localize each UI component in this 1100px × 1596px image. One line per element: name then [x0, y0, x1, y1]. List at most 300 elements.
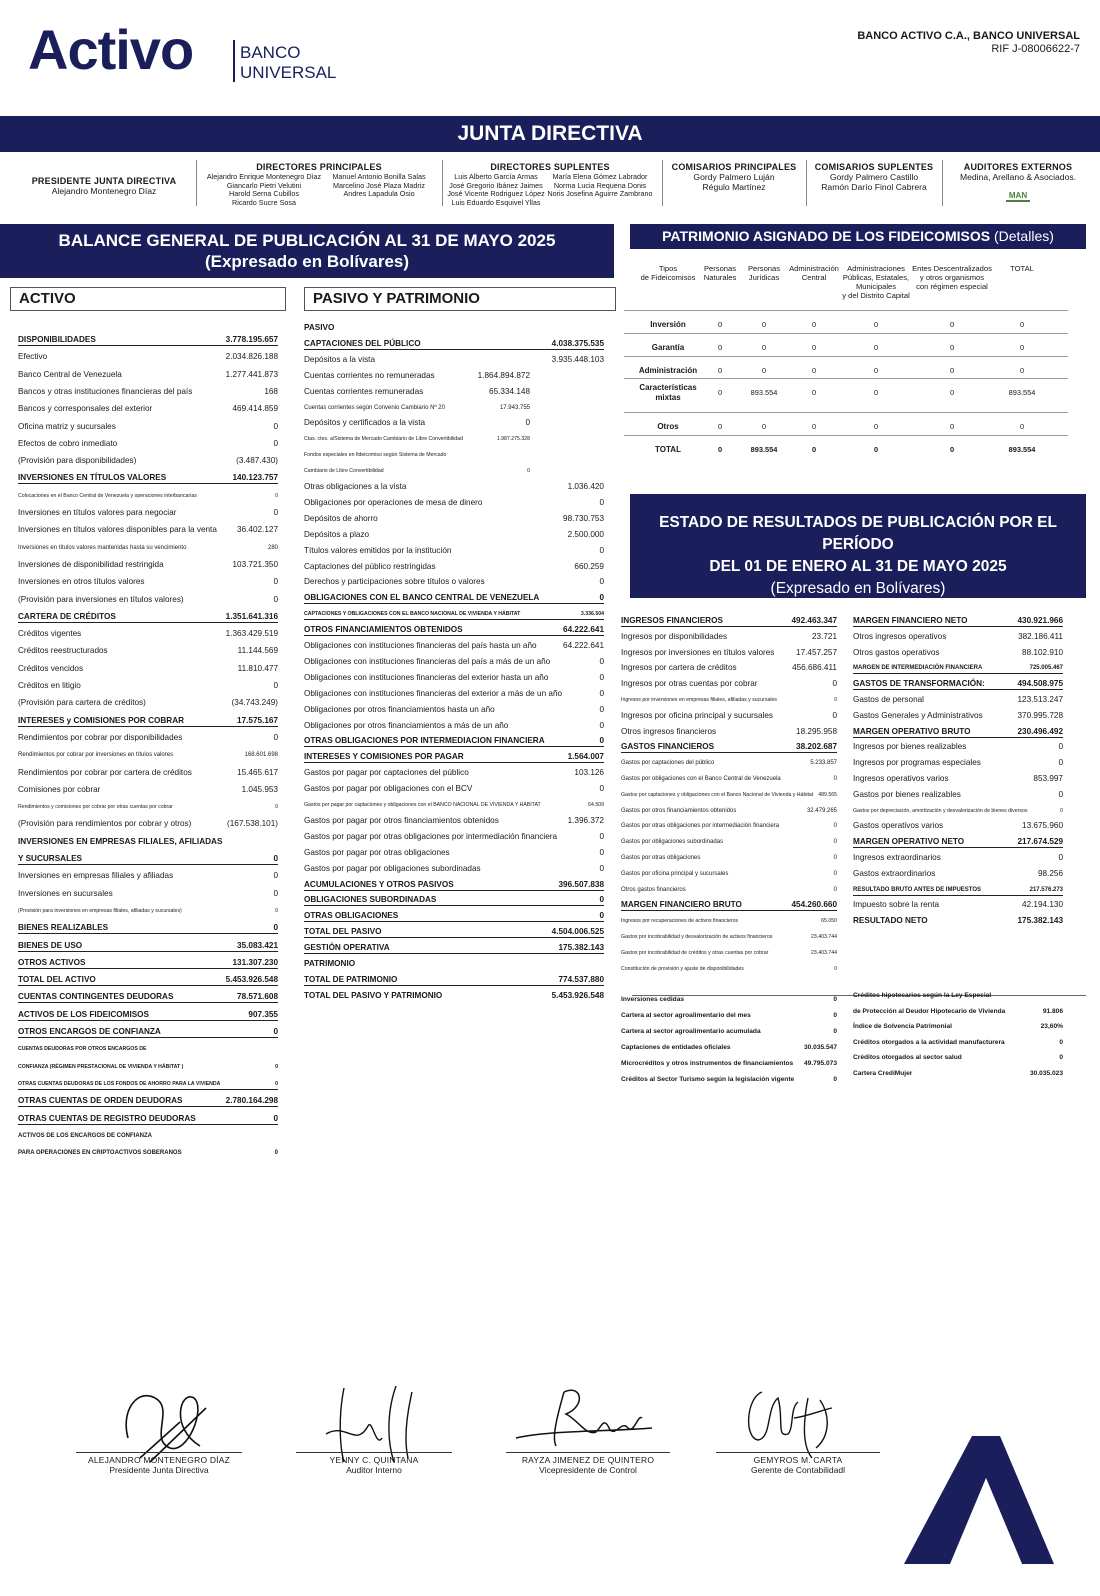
- line-item-label: Bancos y otras instituciones financieras del país: [18, 386, 193, 396]
- line-item: [853, 899, 1063, 911]
- fideicomiso-cell: 0: [811, 388, 817, 397]
- comisario-suplente-2: Ramón Darío Finol Cabrera: [821, 182, 927, 192]
- line-item: [18, 801, 278, 813]
- line-item-label: CUENTAS CONTINGENTES DEUDORAS: [18, 992, 174, 1002]
- line-item-label: Ingresos por inversiones en títulos valores: [621, 647, 775, 657]
- line-item-value: (3.487.430): [236, 456, 278, 466]
- line-item: [621, 615, 837, 627]
- fideicomiso-cell: 0: [949, 422, 955, 431]
- fideicomiso-cell: 0: [949, 366, 955, 375]
- line-item-label: Obligaciones con instituciones financieras del país hasta un año: [304, 641, 537, 650]
- column-header-line: Naturales: [703, 273, 737, 282]
- line-item-label: GASTOS DE TRANSFORMACIÓN:: [853, 679, 985, 689]
- presidente-name: Alejandro Montenegro Díaz: [51, 186, 157, 196]
- line-item-label: Créditos hipotecarios según la Ley Especial: [853, 992, 992, 999]
- line-item-value: 0: [833, 855, 837, 861]
- line-item: [304, 735, 604, 747]
- line-item-label: Créditos al Sector Turismo según la legislación vigente: [621, 1076, 795, 1083]
- director-suplente-name: Noris Josefina Aguirre Zambrano: [547, 189, 653, 198]
- line-item-label: Obligaciones con instituciones financieras del exterior hasta un año: [304, 672, 549, 682]
- line-item: [621, 757, 837, 769]
- line-item-value: 1.045.953: [241, 784, 278, 794]
- line-item-label: GASTOS FINANCIEROS: [621, 742, 715, 752]
- fideicomiso-cell: 0: [717, 445, 723, 454]
- logo-sub-banco: BANCO: [240, 43, 301, 62]
- line-item: [853, 631, 1063, 643]
- line-item-label: Obligaciones con instituciones financieras del exterior a más de un año: [304, 688, 563, 698]
- line-item-label: INTERESES Y COMISIONES POR PAGAR: [304, 752, 464, 762]
- line-item-value: 42.194.130: [1022, 900, 1063, 910]
- line-item-subvalue: 0: [525, 418, 530, 428]
- line-item-value: 456.686.411: [792, 663, 837, 673]
- line-item-label: Colocaciones en el Banco Central de Venezuela y operaciones interbancarias: [18, 492, 197, 499]
- line-item-label: Inversiones cedidas: [621, 996, 685, 1003]
- line-item-value: 0: [275, 1063, 278, 1070]
- line-item: [304, 354, 604, 366]
- line-item-label: Microcréditos y otros instrumentos de financiamientos: [621, 1060, 794, 1067]
- line-item: [853, 726, 1063, 738]
- line-item-value: 3.935.448.103: [551, 354, 604, 364]
- line-item-value: 0: [1058, 758, 1063, 768]
- line-item-label: CAPTACIONES DEL PÚBLICO: [304, 338, 421, 348]
- signature-block-3: [506, 1452, 670, 1475]
- fideicomiso-cell: 893.554: [1008, 445, 1036, 454]
- line-item-value: 0: [273, 438, 278, 448]
- line-item-value: 0: [275, 907, 278, 914]
- line-item: [621, 899, 837, 911]
- fideicomiso-cell: 0: [717, 366, 723, 375]
- divider: [442, 160, 443, 206]
- logo-divider: [233, 40, 235, 82]
- line-item-label: Créditos otorgados a la actividad manufacturera: [853, 1038, 1005, 1046]
- activo-title: ACTIVO: [10, 287, 286, 311]
- line-item: [18, 905, 278, 917]
- line-item-value: 175.382.143: [1017, 916, 1063, 926]
- signer-name: YENNY C. QUINTANA: [329, 1455, 419, 1465]
- line-item-label: Gastos por oficina principal y sucursales: [621, 870, 729, 877]
- line-item-value: 0: [599, 736, 604, 746]
- line-item-label: Inversiones en empresas filiales y afiliadas: [18, 871, 174, 881]
- fideicomiso-cell: 0: [761, 422, 767, 431]
- director-principal-name: Alejandro Enrique Montenegro Díaz: [206, 172, 322, 181]
- line-item: [18, 836, 278, 848]
- fideicomiso-cell: 0: [949, 320, 955, 329]
- line-item-value: 64.222.641: [563, 641, 604, 650]
- comisarios-principales-title: COMISARIOS PRINCIPALES: [671, 162, 797, 172]
- line-item: [621, 1026, 837, 1038]
- line-item: [304, 990, 604, 1002]
- line-item: [621, 678, 837, 690]
- line-item-value: 64.222.641: [563, 625, 604, 635]
- signature-block-4: [716, 1452, 880, 1475]
- line-item-label: TOTAL DEL ACTIVO: [18, 975, 96, 985]
- line-item: [304, 847, 604, 859]
- line-item: [18, 334, 278, 346]
- line-item: [18, 940, 278, 952]
- line-item: [621, 741, 837, 753]
- fideicomisos-column-header: [978, 264, 1066, 273]
- fideicomiso-cell: 0: [811, 343, 817, 352]
- fideicomiso-cell: 0: [873, 422, 879, 431]
- line-item: [304, 688, 604, 700]
- line-item-value: 0: [275, 804, 278, 811]
- line-item: [853, 852, 1063, 864]
- line-item-value: 0: [1060, 807, 1063, 814]
- line-item-value: 1.351.641.316: [225, 611, 278, 621]
- line-item-label: OTRAS CUENTAS DE ORDEN DEUDORAS: [18, 1096, 183, 1106]
- line-item: [304, 942, 604, 954]
- line-item-value: 0: [273, 871, 278, 881]
- line-item: [853, 710, 1063, 722]
- fideicomiso-cell: 0: [1019, 320, 1025, 329]
- line-item: [18, 853, 278, 865]
- resultados-period: DEL 01 DE ENERO AL 31 DE MAYO 2025: [709, 558, 1007, 575]
- line-item: [304, 592, 604, 604]
- line-item-label: CONFIANZA (RÉGIMEN PRESTACIONAL DE VIVIENDA Y HÁBITAT ): [18, 1063, 184, 1070]
- line-item: [853, 773, 1063, 785]
- line-item-value: 168: [264, 386, 278, 396]
- fideicomiso-cell: 0: [717, 343, 723, 352]
- row-label-line: Inversión: [650, 320, 686, 329]
- line-item: [18, 369, 278, 381]
- principales-col1: [204, 173, 324, 207]
- line-item-label: Gastos por obligaciones subordinadas: [621, 839, 724, 846]
- line-item-value: 0: [1059, 1054, 1063, 1061]
- line-item-value: 0: [599, 863, 604, 873]
- line-item-value: 0: [833, 776, 837, 782]
- line-item-label: Créditos en litigio: [18, 681, 81, 690]
- line-item-label: Ingresos por inversiones en empresas filiales, afiliadas y sucursales: [621, 697, 777, 703]
- line-item-label: Índice de Solvencia Patrimonial: [853, 1023, 952, 1030]
- line-item-value: 11.144.569: [237, 646, 278, 656]
- line-item-value: 0: [599, 784, 604, 794]
- line-item-value: 0: [273, 594, 278, 604]
- line-item-value: 217.576.273: [1029, 886, 1063, 893]
- line-item-subvalue: 17.943.755: [499, 404, 530, 411]
- line-item: [18, 991, 278, 1003]
- line-item-label: Otros ingresos financieros: [621, 726, 717, 736]
- line-item-value: 0: [1058, 853, 1063, 862]
- line-item-label: RESULTADO NETO: [853, 916, 928, 926]
- line-item-label: Impuesto sobre la renta: [853, 900, 940, 910]
- table-rule: [624, 356, 1068, 357]
- line-item-label: OBLIGACIONES SUBORDINADAS: [304, 895, 437, 905]
- principales-block: [204, 162, 434, 207]
- suplentes-col1: [446, 173, 546, 207]
- fideicomiso-cell: 0: [873, 445, 879, 454]
- line-item: [304, 513, 604, 525]
- line-item-label: Derechos y participaciones sobre títulos o valores: [304, 577, 485, 587]
- line-item: [304, 608, 604, 620]
- director-principal-name: Andres Lapadula Osio: [343, 189, 415, 198]
- line-item-label: Cuentas corrientes remuneradas: [304, 386, 424, 396]
- comisario-principal-2: Régulo Martínez: [702, 182, 766, 192]
- line-item-value: 454.260.660: [791, 900, 837, 910]
- table-rule: [624, 378, 1068, 379]
- line-item-label: Obligaciones por operaciones de mesa de dinero: [304, 497, 483, 507]
- line-item: [18, 576, 278, 588]
- line-item-value: 660.259: [574, 561, 604, 571]
- director-suplente-name: José Gregorio Ibánez Jaimes: [449, 180, 543, 190]
- line-item: [18, 784, 278, 796]
- line-item-value: 0: [833, 996, 837, 1003]
- line-item: [853, 757, 1063, 769]
- line-item: [304, 767, 604, 779]
- resultados-title-box: [630, 494, 1086, 598]
- fideicomiso-cell: 0: [873, 366, 879, 375]
- line-item: [304, 497, 604, 509]
- line-item-value: 1.363.429.519: [225, 629, 278, 639]
- line-item-label: Créditos vencidos: [18, 663, 84, 673]
- line-item: [304, 481, 604, 493]
- divider: [662, 160, 663, 206]
- line-item: [304, 624, 604, 636]
- presidente-block: [20, 176, 188, 196]
- fideicomiso-cell: 0: [949, 388, 955, 397]
- line-item-value: 396.507.838: [558, 879, 604, 889]
- line-item-label: Depósitos a plazo: [304, 529, 370, 539]
- line-item-value: 0: [599, 593, 604, 603]
- logo-a-mark-icon: [904, 1432, 1054, 1572]
- column-header-line: de Fideicomisos: [640, 273, 696, 282]
- line-item-label: Comisiones por cobrar: [18, 784, 101, 794]
- line-item-value: 0: [1058, 742, 1063, 752]
- fideicomiso-cell: 893.554: [750, 445, 778, 454]
- line-item: [18, 767, 278, 779]
- fideicomiso-cell: 893.554: [750, 388, 778, 397]
- line-item-value: 78.571.608: [237, 992, 278, 1002]
- line-item: [18, 1043, 278, 1055]
- pasivo-title: PASIVO Y PATRIMONIO: [304, 287, 616, 311]
- auditores-title: AUDITORES EXTERNOS: [963, 162, 1073, 172]
- line-item-label: Ingresos por disponibilidades: [621, 631, 728, 641]
- signature-jimenez: [512, 1380, 662, 1460]
- line-item-value: 98.256: [1037, 868, 1063, 878]
- auditores-name: Medina, Arellano & Asociados.: [959, 172, 1077, 182]
- line-item: [304, 720, 604, 732]
- fideicomiso-cell: 0: [761, 343, 767, 352]
- line-item-value: 430.921.966: [1017, 616, 1063, 625]
- line-item-value: 15.465.617: [237, 767, 278, 777]
- line-item: [853, 1052, 1063, 1064]
- line-item: [18, 1095, 278, 1107]
- column-header-line: Administraciones: [847, 264, 905, 273]
- line-item-value: 2.034.826.188: [225, 352, 278, 362]
- line-item-label: (Provisión para disponibilidades): [18, 456, 137, 466]
- line-item-value: 0: [273, 577, 278, 587]
- line-item-label: PATRIMONIO: [304, 959, 356, 968]
- line-item: [18, 403, 278, 415]
- director-principal-name: Marcelino José Plaza Madriz: [333, 180, 425, 190]
- line-item-label: Captaciones de entidades oficiales: [621, 1044, 731, 1051]
- row-label-line: mixtas: [655, 393, 681, 402]
- line-item: [304, 402, 604, 414]
- line-item-label: INTERESES y COMISIONES POR COBRAR: [18, 715, 185, 725]
- fideicomiso-cell: 0: [873, 320, 879, 329]
- fideicomiso-cell: 0: [811, 422, 817, 431]
- line-item-label: Gastos por incobrabilidad y desvalorización de activos financieros: [621, 934, 773, 940]
- line-item-value: 0: [833, 1028, 837, 1035]
- line-item-value: 370.995.728: [1017, 710, 1063, 720]
- column-header-line: con régimen especial: [916, 282, 988, 291]
- line-item-value: 0: [599, 831, 604, 841]
- line-item-value: 3.336.504: [580, 611, 604, 618]
- fideicomiso-cell: 0: [717, 320, 723, 329]
- line-item: [304, 640, 604, 652]
- line-item-label: Captaciones del público restringidas: [304, 561, 436, 571]
- line-item-label: de Protección al Deudor Hipotecario de Vivienda: [853, 1007, 1006, 1015]
- line-item-label: Gastos por pagar por obligaciones subordinadas: [304, 863, 481, 873]
- director-principal-name: Manuel Antonio Bonilla Salas: [332, 172, 426, 181]
- line-item-label: CAPTACIONES Y OBLIGACIONES CON EL BANCO NACIONAL DE VIVIENDA Y HÁBITAT: [304, 611, 521, 618]
- line-item: [18, 472, 278, 484]
- line-item: [621, 915, 837, 927]
- line-item-label: Inversiones de disponibilidad restringida: [18, 559, 164, 569]
- line-item-label: Rendimientos por cobrar por disponibilidades: [18, 732, 183, 742]
- line-item-label: Gastos por otras obligaciones: [621, 855, 701, 861]
- line-item-label: Gastos por pagar por otras obligaciones por intermediación financiera: [304, 831, 558, 841]
- line-item-value: 0: [274, 1150, 278, 1157]
- line-item: [853, 678, 1063, 690]
- line-item-label: Cartera al sector agroalimentario acumulada: [621, 1028, 761, 1035]
- line-item-label: Inversiones en títulos valores para negociar: [18, 508, 177, 517]
- line-item-label: Ingresos por bienes realizables: [853, 742, 967, 752]
- line-item: [18, 438, 278, 450]
- line-item: [304, 863, 604, 875]
- line-item-label: Gastos por pagar por otras obligaciones: [304, 847, 450, 857]
- presidente-title: PRESIDENTE JUNTA DIRECTIVA: [31, 176, 177, 186]
- fideicomiso-cell: 0: [1019, 343, 1025, 352]
- line-item-value: 0: [833, 1012, 837, 1019]
- line-item-value: 4.504.006.525: [551, 927, 604, 937]
- line-item-label: Depósitos y certificados a la vista: [304, 418, 426, 428]
- line-item: [853, 990, 1063, 1002]
- line-item-label: GESTIÓN OPERATIVA: [304, 943, 390, 953]
- line-item-value: 0: [273, 681, 278, 690]
- fideicomiso-cell: 0: [717, 388, 723, 397]
- column-header-line: Personas: [703, 264, 737, 273]
- line-item-value: 65.050: [821, 918, 837, 925]
- column-header-line: Administración: [789, 264, 839, 273]
- line-item: [304, 433, 604, 445]
- line-item: [18, 594, 278, 606]
- line-item-value: 36.402.127: [237, 525, 278, 535]
- line-item: [304, 656, 604, 668]
- line-item-label: Fondos especiales en fideicomiso según Sistema de Mercado: [304, 452, 447, 459]
- line-item-label: Gastos por depreciación, amortización y desvalorización de bienes diversos: [853, 807, 1028, 814]
- line-item-label: Gastos extraordinarios: [853, 868, 936, 878]
- line-item-value: 5.453.926.548: [225, 975, 278, 985]
- bank-name: BANCO ACTIVO C.A., BANCO UNIVERSAL: [857, 30, 1080, 42]
- auditores-block: [946, 162, 1090, 203]
- line-item: [304, 704, 604, 716]
- junta-directiva-title: JUNTA DIRECTIVA: [0, 116, 1100, 152]
- table-rule: [624, 333, 1068, 334]
- line-item-label: Inversiones en sucursales: [18, 888, 113, 898]
- line-item: [304, 783, 604, 795]
- comisarios-suplentes-title: COMISARIOS SUPLENTES: [814, 162, 934, 172]
- line-item-value: 0: [1059, 1038, 1063, 1046]
- director-suplente-name: Luis Eduardo Esquivel Yllas: [451, 197, 541, 207]
- line-item-value: 18.295.958: [796, 726, 837, 736]
- line-item: [18, 507, 278, 519]
- line-item-label: Rendimientos y comisiones por cobrar por otras cuentas por cobrar: [18, 804, 173, 811]
- line-item-value: 103.721.350: [232, 559, 278, 569]
- line-item-value: 494.508.975: [1017, 679, 1063, 689]
- line-item-subvalue: 0: [527, 468, 530, 475]
- line-item: [304, 370, 604, 382]
- line-item-label: MARGEN DE INTERMEDIACIÓN FINANCIERA: [853, 665, 983, 672]
- line-item-value: 0: [273, 421, 278, 431]
- line-item-value: 0: [275, 492, 278, 499]
- line-item-value: 0: [834, 965, 837, 972]
- line-item-label: Cambiario de Libre Convertibilidad: [304, 468, 384, 475]
- line-item-label: ACUMULACIONES Y OTROS PASIVOS: [304, 879, 454, 889]
- line-item: [18, 715, 278, 727]
- column-header-line: Tipos: [658, 264, 678, 273]
- line-item-value: 774.537.880: [558, 974, 604, 984]
- line-item-label: Inversiones en títulos valores mantenidas hasta su vencimiento: [18, 544, 187, 551]
- line-item: [853, 820, 1063, 832]
- signature-block-1: [76, 1452, 242, 1475]
- line-item: [18, 888, 278, 900]
- line-item-value: 13.675.960: [1022, 821, 1063, 831]
- line-item: [304, 561, 604, 573]
- fideicomiso-cell: 0: [873, 343, 879, 352]
- line-item-label: Obligaciones por otros financiamientos a más de un año: [304, 720, 509, 730]
- signer-role: Vicepresidente de Control: [539, 1465, 637, 1475]
- fideicomiso-cell: 0: [811, 366, 817, 375]
- line-item-value: 382.186.411: [1018, 631, 1063, 641]
- line-item-label: OTROS ACTIVOS: [18, 957, 86, 967]
- line-item-value: (167.538.101): [227, 819, 278, 829]
- resultados-subtitle: (Expresado en Bolívares): [770, 580, 946, 597]
- principales-col2: [324, 173, 434, 207]
- line-item-label: Ingresos por cartera de créditos: [621, 663, 737, 673]
- line-item-label: MARGEN FINANCIERO NETO: [853, 616, 968, 625]
- line-item: [304, 322, 604, 334]
- director-suplente-name: Norma Lucia Requena Donis: [553, 180, 647, 190]
- line-item-value: 30.035.547: [803, 1044, 837, 1051]
- line-item-label: Depósitos a la vista: [304, 354, 375, 364]
- line-item-value: 5.453.926.548: [551, 990, 604, 1000]
- line-item-subvalue: 1.864.894.872: [477, 370, 530, 380]
- line-item: [304, 529, 604, 541]
- suplentes-col2: [546, 173, 654, 207]
- line-item: [18, 732, 278, 744]
- line-item: [621, 963, 837, 975]
- line-item-value: 0: [832, 679, 837, 689]
- fideicomiso-cell: 0: [761, 320, 767, 329]
- line-item: [18, 542, 278, 554]
- line-item-value: 1.277.441.873: [225, 369, 278, 379]
- line-item: [18, 1061, 278, 1073]
- line-item-label: TOTAL DE PATRIMONIO: [304, 974, 398, 984]
- line-item-label: OTRAS OBLIGACIONES POR INTERMEDIACION FINANCIERA: [304, 736, 545, 746]
- line-item: [853, 884, 1063, 896]
- line-item: [304, 958, 604, 970]
- signature-block-2: [296, 1452, 452, 1475]
- line-item-label: DISPONIBILIDADES: [18, 335, 96, 344]
- line-item-label: Ingresos por recuperaciones de activos financieros: [621, 918, 739, 925]
- line-item: [621, 789, 837, 801]
- line-item-value: 0: [273, 732, 278, 742]
- signer-name: GEMYROS M. CARTA: [753, 1455, 843, 1465]
- line-item: [304, 576, 604, 588]
- line-item-value: 0: [833, 886, 837, 893]
- line-item-value: 64.509: [588, 802, 604, 808]
- line-item: [853, 615, 1063, 627]
